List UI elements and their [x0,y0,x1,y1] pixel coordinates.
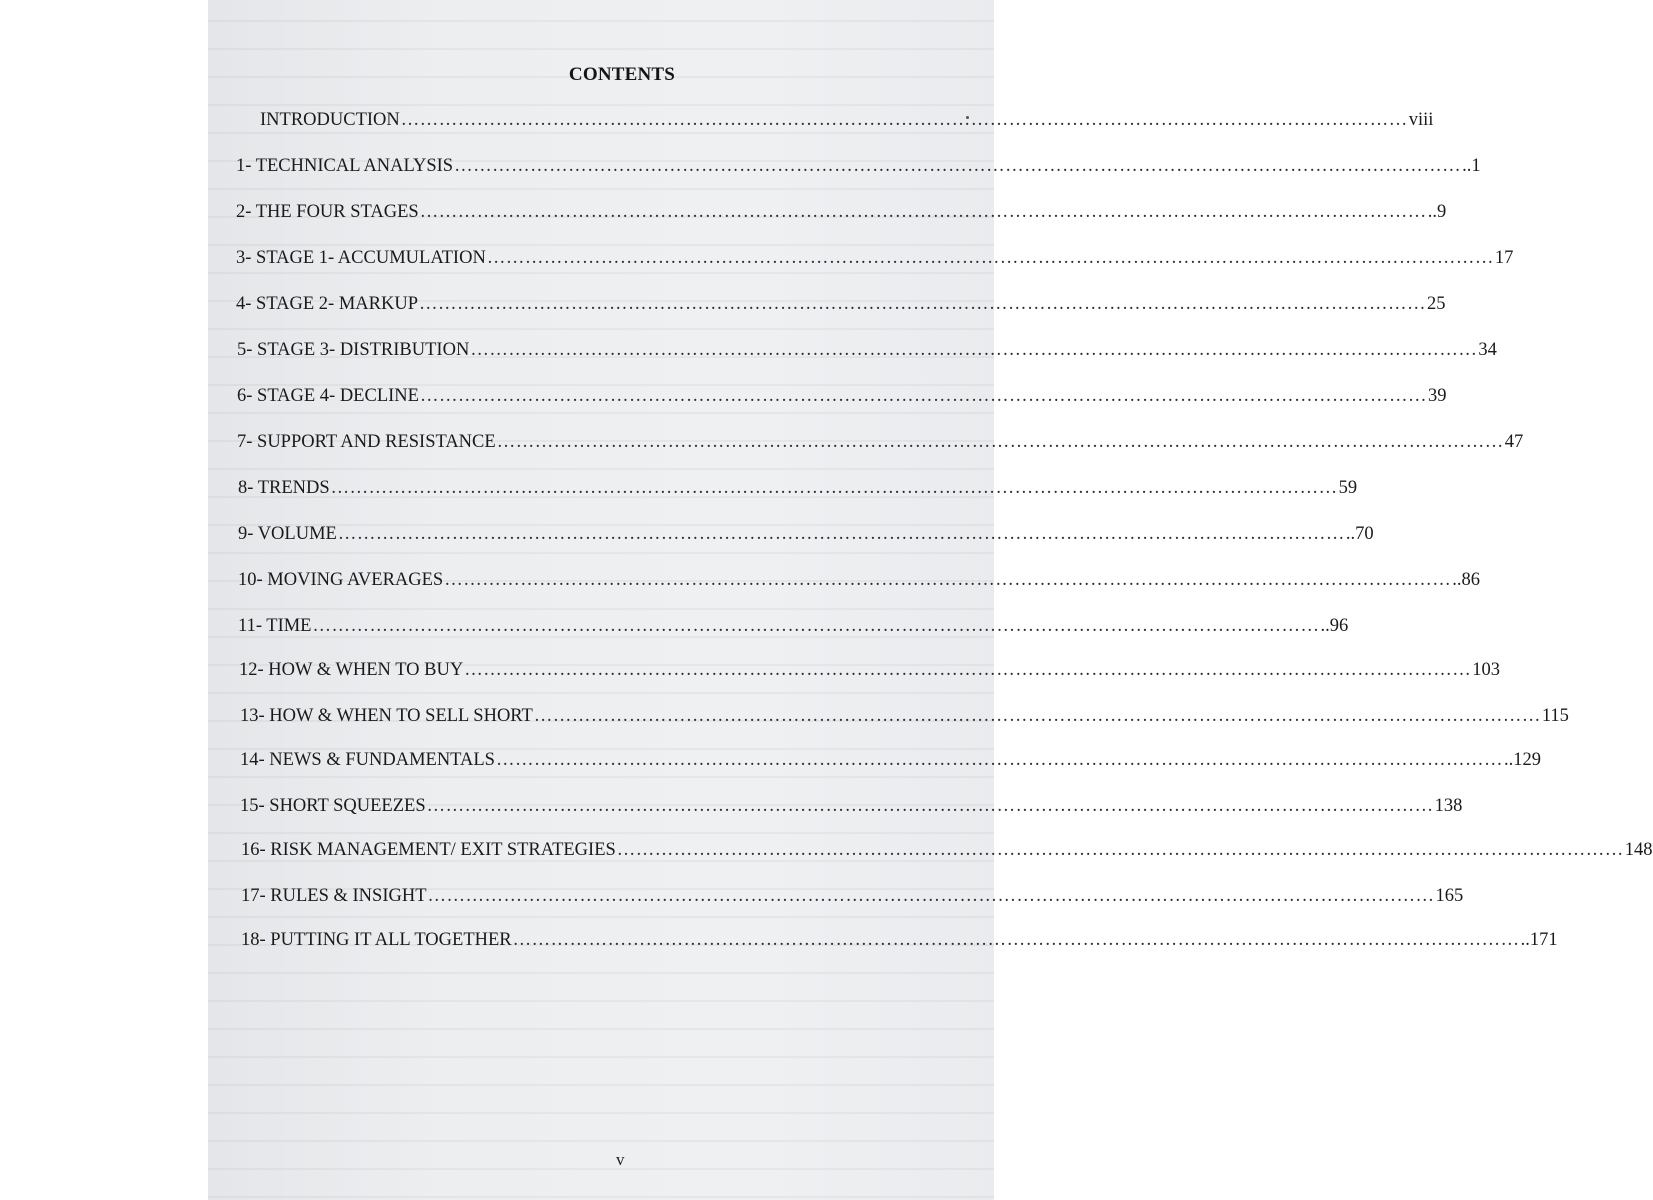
toc-page-number: 103 [1472,660,1500,680]
toc-leader: …………………………………………………………………………………………………………………………………………… [486,248,1494,268]
toc-entry-title: 8- TRENDS [238,478,330,498]
toc-entry[interactable] [237,432,1524,453]
toc-entry[interactable] [238,524,1374,545]
toc-page-number: 34 [1478,340,1497,360]
toc-entry-title: INTRODUCTION [260,110,400,130]
toc-leader: …………………………………………………………………………………………………………………………………………… [418,294,1426,314]
toc-entry[interactable] [260,110,1434,131]
toc-leader: …………………………………………………………………………………………………………………………………………… [533,706,1541,726]
toc-leader: …………………………………………………………………………………………………………………………………………… [444,570,1452,590]
toc-entry[interactable] [241,840,1653,861]
toc-page-number: viii [1408,110,1434,130]
toc-entry[interactable] [241,930,1558,951]
toc-page-number: 59 [1338,478,1358,498]
toc-page-number: ..70 [1345,524,1374,544]
toc-leader: …………………………………………………………………………………………………………………………………………… [454,156,1462,176]
toc-entry-title: 10- MOVING AVERAGES [238,570,444,590]
toc-page-number: 148 [1624,840,1653,860]
toc-leader: …………………………………………………………………………………………………………………………………………… [337,524,1345,544]
page-number: v [616,1150,625,1169]
toc-page-number: 138 [1434,796,1463,816]
toc-entry-title: 11- TIME [238,616,312,636]
toc-entry-title: 13- HOW & WHEN TO SELL SHORT [240,706,533,726]
bleed-through-texture [208,0,994,1200]
toc-leader: …………………………………………………………………………………………………………………………………………… [419,202,1427,222]
toc-entry[interactable] [236,294,1446,315]
toc-entry-title: 15- SHORT SQUEEZES [240,796,426,816]
toc-leader: …………………………………………………………………………………………………………………………………………… [426,796,1434,816]
toc-entry[interactable] [237,386,1447,407]
toc-entry-title: 2- THE FOUR STAGES [236,202,419,222]
toc-leader: …………………………………………………………………………………………………………………………………………… [496,432,1504,452]
toc-page-number: 165 [1435,886,1464,906]
toc-entry-title: 1- TECHNICAL ANALYSIS [236,156,454,176]
toc-page-number: 39 [1427,386,1447,406]
toc-entry-title: 14- NEWS & FUNDAMENTALS [240,750,495,770]
toc-entry-title: 18- PUTTING IT ALL TOGETHER [241,930,512,950]
toc-entry[interactable] [240,706,1569,727]
toc-leader: …………………………………………………………………………………………………………………………………………… [495,750,1503,770]
toc-leader: …………………………………………………………………………………………………………………………………………… [312,616,1320,636]
toc-entry-title: 5- STAGE 3- DISTRIBUTION [237,340,470,360]
toc-leader: …………………………………………………………………………………………………………………………………………… [464,660,1472,680]
toc-entry[interactable] [238,570,1480,591]
toc-entry[interactable] [240,750,1541,771]
contents-heading: CONTENTS [568,64,676,85]
toc-leader: …………………………………………………………………………………………………………………………………………… [419,386,1427,406]
toc-entry[interactable] [236,156,1481,177]
toc-entry-title: 6- STAGE 4- DECLINE [237,386,419,406]
toc-leader: …………………………………………………………………………………………………………………………………………… [512,930,1520,950]
toc-leader: …………………………………………………………………………………………………………………………………………… [616,840,1624,860]
toc-entry[interactable] [237,340,1497,361]
toc-page-number: ..171 [1520,930,1558,950]
toc-entry[interactable] [240,796,1463,817]
toc-leader: …………………………………………………………………………………………………………………………………………… [330,478,1338,498]
toc-entry[interactable] [236,248,1514,269]
toc-entry[interactable] [238,478,1358,499]
toc-page-number: ..9 [1427,202,1447,222]
toc-entry-title: 9- VOLUME [238,524,337,544]
toc-entry-title: 16- RISK MANAGEMENT/ EXIT STRATEGIES [241,840,616,860]
toc-page-number: ..96 [1320,616,1349,636]
toc-entry-title: 12- HOW & WHEN TO BUY [239,660,464,680]
toc-page-number: ..1 [1462,156,1481,176]
toc-entry[interactable] [238,616,1349,637]
toc-entry[interactable] [239,660,1500,681]
toc-leader: …………………………………………………………………………………………………………………………………………… [427,886,1435,906]
toc-page-number: 17 [1494,248,1514,268]
toc-entry-title: 3- STAGE 1- ACCUMULATION [236,248,486,268]
toc-entry[interactable] [236,202,1447,223]
toc-page-number: ..129 [1503,750,1541,770]
toc-entry-title: 17- RULES & INSIGHT [241,886,427,906]
toc-page-number: 115 [1541,706,1569,726]
toc-leader: …………………………………………………………………………………………………………………………………………… [400,110,1408,130]
toc-entry-title: 7- SUPPORT AND RESISTANCE [237,432,496,452]
toc-entry[interactable] [241,886,1464,907]
toc-page-number: 25 [1426,294,1446,314]
toc-leader: …………………………………………………………………………………………………………………………………………… [470,340,1478,360]
toc-page-number: ..86 [1452,570,1480,590]
toc-entry-title: 4- STAGE 2- MARKUP [236,294,418,314]
toc-page-number: 47 [1504,432,1524,452]
document-page [208,0,1653,1200]
